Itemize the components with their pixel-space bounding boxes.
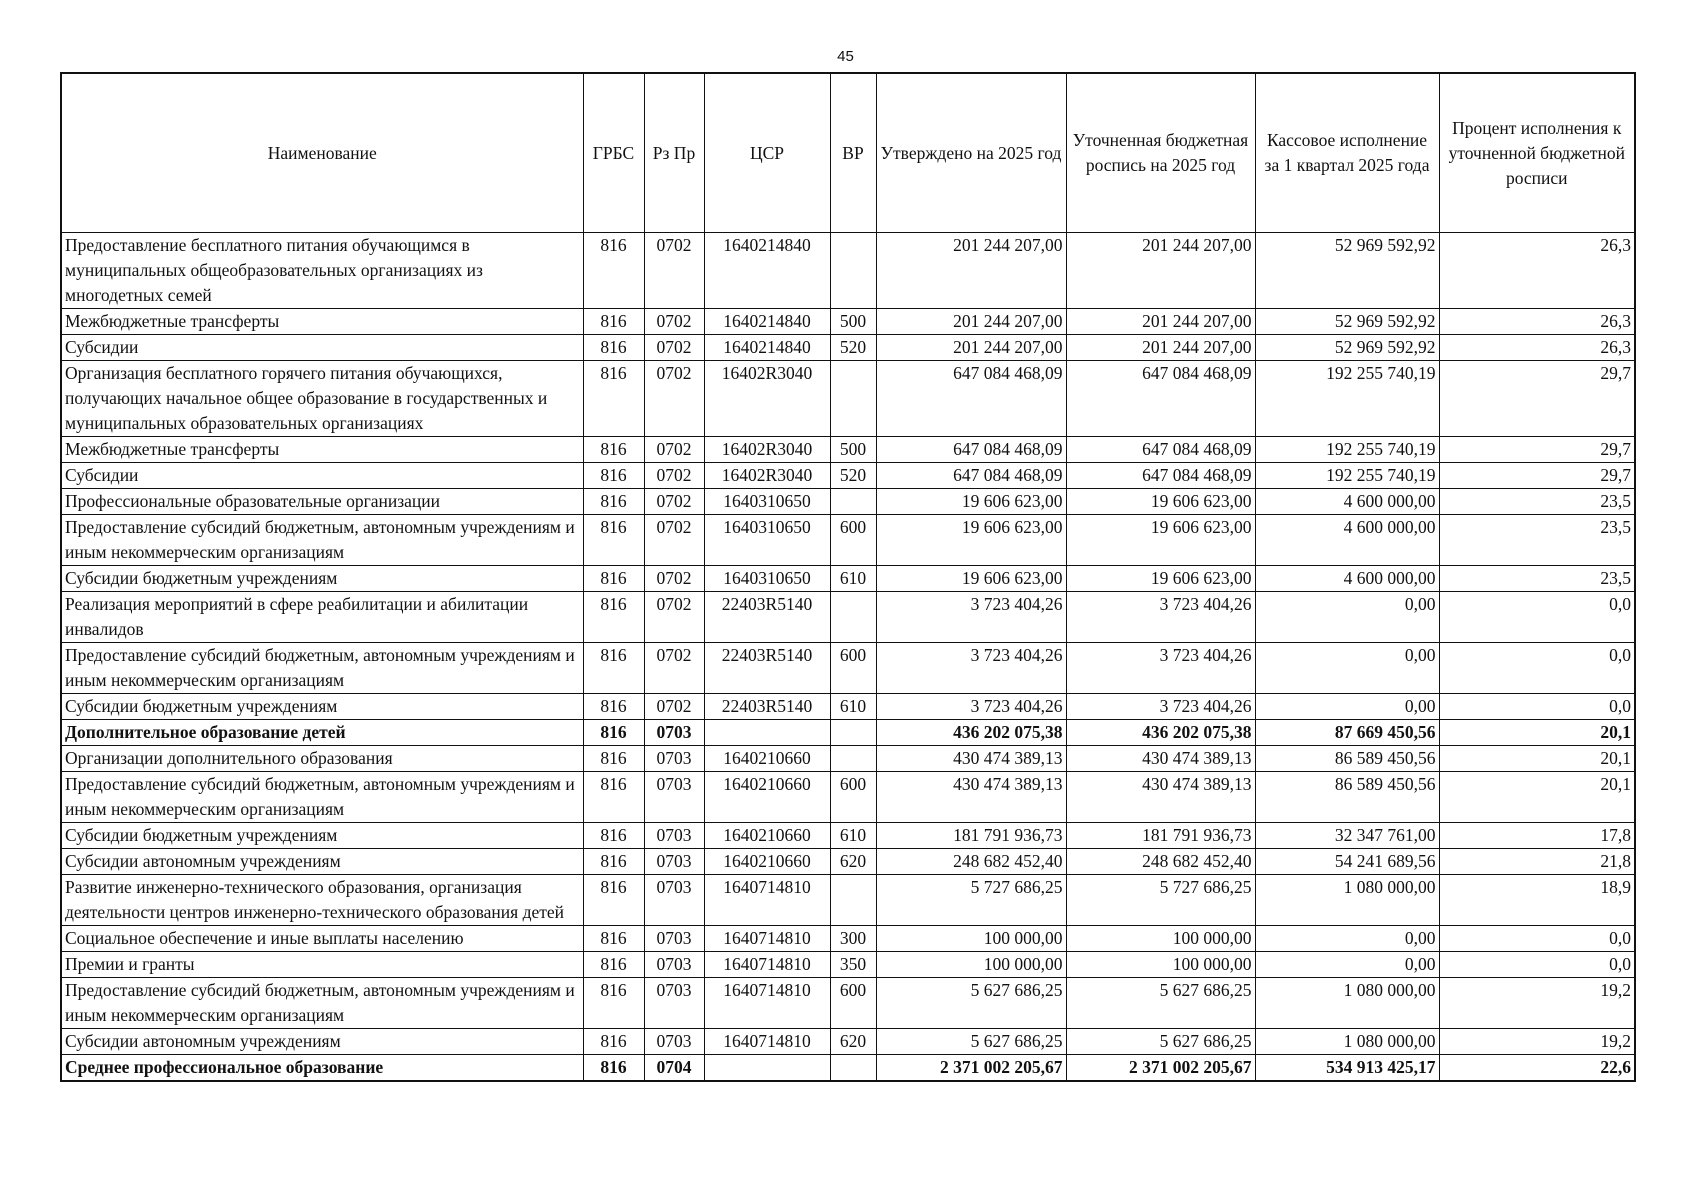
cell-percent: 23,5 — [1439, 489, 1635, 515]
cell-percent: 19,2 — [1439, 1029, 1635, 1055]
cell-vr — [830, 1055, 876, 1082]
cell-csr: 16402R3040 — [704, 361, 830, 437]
cell-rzpr: 0702 — [644, 489, 704, 515]
table-row — [61, 335, 1635, 361]
cell-rzpr: 0703 — [644, 823, 704, 849]
header-name: Наименование — [61, 73, 583, 233]
cell-name: Субсидии бюджетным учреждениям — [61, 823, 583, 849]
cell-percent: 20,1 — [1439, 746, 1635, 772]
cell-csr: 1640210660 — [704, 746, 830, 772]
cell-grbs: 816 — [583, 694, 644, 720]
cell-grbs: 816 — [583, 926, 644, 952]
cell-rzpr: 0703 — [644, 772, 704, 823]
cell-name: Межбюджетные трансферты — [61, 437, 583, 463]
cell-csr: 1640210660 — [704, 772, 830, 823]
cell-grbs: 816 — [583, 746, 644, 772]
header-row — [61, 73, 1635, 233]
header-executed: Кассовое исполнение за 1 квартал 2025 года — [1255, 73, 1439, 233]
cell-csr: 1640310650 — [704, 489, 830, 515]
cell-executed: 87 669 450,56 — [1255, 720, 1439, 746]
cell-rzpr: 0703 — [644, 875, 704, 926]
cell-grbs: 816 — [583, 592, 644, 643]
cell-csr: 1640310650 — [704, 515, 830, 566]
cell-approved: 2 371 002 205,67 — [876, 1055, 1066, 1082]
cell-name: Социальное обеспечение и иные выплаты населению — [61, 926, 583, 952]
cell-csr: 1640714810 — [704, 978, 830, 1029]
cell-vr: 610 — [830, 823, 876, 849]
cell-percent: 22,6 — [1439, 1055, 1635, 1082]
cell-csr: 22403R5140 — [704, 694, 830, 720]
cell-refined: 3 723 404,26 — [1066, 643, 1255, 694]
cell-name: Субсидии автономным учреждениям — [61, 1029, 583, 1055]
cell-percent: 18,9 — [1439, 875, 1635, 926]
cell-csr: 1640714810 — [704, 875, 830, 926]
cell-executed: 192 255 740,19 — [1255, 463, 1439, 489]
cell-executed: 0,00 — [1255, 643, 1439, 694]
table-row — [61, 746, 1635, 772]
cell-csr — [704, 720, 830, 746]
table-row — [61, 515, 1635, 566]
cell-executed: 32 347 761,00 — [1255, 823, 1439, 849]
cell-rzpr: 0703 — [644, 1029, 704, 1055]
cell-rzpr: 0702 — [644, 592, 704, 643]
cell-grbs: 816 — [583, 875, 644, 926]
cell-csr: 1640714810 — [704, 926, 830, 952]
cell-name: Предоставление субсидий бюджетным, автономным учреждениям и иным некоммерческим организациям — [61, 515, 583, 566]
cell-vr: 600 — [830, 643, 876, 694]
cell-executed: 192 255 740,19 — [1255, 437, 1439, 463]
table-row — [61, 643, 1635, 694]
cell-vr — [830, 233, 876, 309]
cell-refined: 3 723 404,26 — [1066, 592, 1255, 643]
cell-executed: 86 589 450,56 — [1255, 746, 1439, 772]
cell-percent: 0,0 — [1439, 952, 1635, 978]
cell-name: Субсидии — [61, 335, 583, 361]
cell-grbs: 816 — [583, 823, 644, 849]
cell-approved: 100 000,00 — [876, 926, 1066, 952]
cell-approved: 181 791 936,73 — [876, 823, 1066, 849]
cell-percent: 29,7 — [1439, 437, 1635, 463]
cell-vr: 500 — [830, 309, 876, 335]
cell-vr: 620 — [830, 849, 876, 875]
cell-vr — [830, 720, 876, 746]
cell-vr: 500 — [830, 437, 876, 463]
cell-rzpr: 0703 — [644, 746, 704, 772]
cell-grbs: 816 — [583, 643, 644, 694]
cell-approved: 647 084 468,09 — [876, 361, 1066, 437]
table-row — [61, 952, 1635, 978]
cell-refined: 647 084 468,09 — [1066, 463, 1255, 489]
cell-vr: 610 — [830, 694, 876, 720]
cell-refined: 430 474 389,13 — [1066, 746, 1255, 772]
cell-name: Организация бесплатного горячего питания обучающихся, получающих начальное общее образование в государственных и муниципальных образовательных организациях — [61, 361, 583, 437]
cell-grbs: 816 — [583, 463, 644, 489]
cell-name: Премии и гранты — [61, 952, 583, 978]
cell-percent: 21,8 — [1439, 849, 1635, 875]
cell-rzpr: 0702 — [644, 463, 704, 489]
header-rzpr: Рз Пр — [644, 73, 704, 233]
budget-table — [60, 72, 1636, 1082]
cell-executed: 0,00 — [1255, 694, 1439, 720]
cell-executed: 4 600 000,00 — [1255, 515, 1439, 566]
cell-percent: 0,0 — [1439, 926, 1635, 952]
header-vr: ВР — [830, 73, 876, 233]
cell-approved: 201 244 207,00 — [876, 335, 1066, 361]
cell-vr: 300 — [830, 926, 876, 952]
cell-csr: 1640214840 — [704, 309, 830, 335]
cell-csr: 1640714810 — [704, 952, 830, 978]
cell-rzpr: 0703 — [644, 849, 704, 875]
table-row — [61, 1055, 1635, 1082]
cell-refined: 2 371 002 205,67 — [1066, 1055, 1255, 1082]
cell-name: Предоставление субсидий бюджетным, автономным учреждениям и иным некоммерческим организациям — [61, 772, 583, 823]
cell-approved: 19 606 623,00 — [876, 515, 1066, 566]
cell-csr: 1640210660 — [704, 823, 830, 849]
cell-refined: 5 627 686,25 — [1066, 1029, 1255, 1055]
cell-vr — [830, 489, 876, 515]
cell-csr: 1640714810 — [704, 1029, 830, 1055]
cell-vr — [830, 361, 876, 437]
cell-refined: 100 000,00 — [1066, 926, 1255, 952]
cell-approved: 100 000,00 — [876, 952, 1066, 978]
cell-percent: 20,1 — [1439, 772, 1635, 823]
cell-approved: 647 084 468,09 — [876, 463, 1066, 489]
cell-refined: 100 000,00 — [1066, 952, 1255, 978]
cell-grbs: 816 — [583, 772, 644, 823]
cell-percent: 17,8 — [1439, 823, 1635, 849]
table-row — [61, 875, 1635, 926]
cell-percent: 0,0 — [1439, 694, 1635, 720]
cell-refined: 430 474 389,13 — [1066, 772, 1255, 823]
cell-vr: 620 — [830, 1029, 876, 1055]
table-row — [61, 849, 1635, 875]
cell-name: Предоставление субсидий бюджетным, автономным учреждениям и иным некоммерческим организациям — [61, 978, 583, 1029]
cell-name: Организации дополнительного образования — [61, 746, 583, 772]
cell-vr: 520 — [830, 335, 876, 361]
cell-name: Среднее профессиональное образование — [61, 1055, 583, 1082]
cell-refined: 19 606 623,00 — [1066, 515, 1255, 566]
cell-refined: 19 606 623,00 — [1066, 489, 1255, 515]
cell-rzpr: 0702 — [644, 309, 704, 335]
cell-approved: 436 202 075,38 — [876, 720, 1066, 746]
cell-executed: 4 600 000,00 — [1255, 489, 1439, 515]
cell-grbs: 816 — [583, 515, 644, 566]
table-row — [61, 823, 1635, 849]
table-row — [61, 978, 1635, 1029]
cell-approved: 430 474 389,13 — [876, 772, 1066, 823]
cell-rzpr: 0703 — [644, 952, 704, 978]
cell-vr: 520 — [830, 463, 876, 489]
table-row — [61, 926, 1635, 952]
cell-grbs: 816 — [583, 1029, 644, 1055]
cell-refined: 647 084 468,09 — [1066, 437, 1255, 463]
cell-approved: 19 606 623,00 — [876, 566, 1066, 592]
cell-grbs: 816 — [583, 437, 644, 463]
cell-rzpr: 0702 — [644, 335, 704, 361]
table-row — [61, 489, 1635, 515]
cell-percent: 19,2 — [1439, 978, 1635, 1029]
cell-name: Межбюджетные трансферты — [61, 309, 583, 335]
cell-csr: 22403R5140 — [704, 643, 830, 694]
cell-executed: 1 080 000,00 — [1255, 1029, 1439, 1055]
table-row — [61, 463, 1635, 489]
table-row — [61, 1029, 1635, 1055]
cell-vr: 350 — [830, 952, 876, 978]
cell-name: Субсидии автономным учреждениям — [61, 849, 583, 875]
cell-executed: 4 600 000,00 — [1255, 566, 1439, 592]
cell-refined: 201 244 207,00 — [1066, 309, 1255, 335]
table-row — [61, 233, 1635, 309]
cell-executed: 192 255 740,19 — [1255, 361, 1439, 437]
cell-percent: 26,3 — [1439, 309, 1635, 335]
cell-name: Профессиональные образовательные организации — [61, 489, 583, 515]
cell-rzpr: 0702 — [644, 566, 704, 592]
cell-rzpr: 0702 — [644, 694, 704, 720]
cell-csr: 16402R3040 — [704, 463, 830, 489]
cell-approved: 5 627 686,25 — [876, 1029, 1066, 1055]
cell-grbs: 816 — [583, 309, 644, 335]
cell-executed: 54 241 689,56 — [1255, 849, 1439, 875]
cell-percent: 26,3 — [1439, 335, 1635, 361]
cell-name: Предоставление бесплатного питания обучающимся в муниципальных общеобразовательных организациях из многодетных семей — [61, 233, 583, 309]
table-row — [61, 694, 1635, 720]
cell-approved: 647 084 468,09 — [876, 437, 1066, 463]
cell-csr — [704, 1055, 830, 1082]
cell-grbs: 816 — [583, 361, 644, 437]
cell-percent: 29,7 — [1439, 361, 1635, 437]
table-row — [61, 437, 1635, 463]
cell-executed: 1 080 000,00 — [1255, 875, 1439, 926]
page-number: 45 — [837, 48, 854, 65]
cell-grbs: 816 — [583, 566, 644, 592]
cell-percent: 0,0 — [1439, 592, 1635, 643]
table-row — [61, 592, 1635, 643]
cell-grbs: 816 — [583, 720, 644, 746]
table-row — [61, 720, 1635, 746]
cell-grbs: 816 — [583, 978, 644, 1029]
cell-refined: 647 084 468,09 — [1066, 361, 1255, 437]
cell-executed: 52 969 592,92 — [1255, 335, 1439, 361]
header-percent: Процент исполнения к уточненной бюджетной росписи — [1439, 73, 1635, 233]
cell-percent: 0,0 — [1439, 643, 1635, 694]
cell-vr — [830, 592, 876, 643]
cell-executed: 52 969 592,92 — [1255, 309, 1439, 335]
cell-rzpr: 0703 — [644, 926, 704, 952]
cell-vr: 600 — [830, 772, 876, 823]
cell-rzpr: 0703 — [644, 978, 704, 1029]
cell-percent: 20,1 — [1439, 720, 1635, 746]
cell-rzpr: 0703 — [644, 720, 704, 746]
cell-rzpr: 0702 — [644, 515, 704, 566]
cell-percent: 29,7 — [1439, 463, 1635, 489]
cell-grbs: 816 — [583, 1055, 644, 1082]
cell-refined: 248 682 452,40 — [1066, 849, 1255, 875]
cell-rzpr: 0702 — [644, 233, 704, 309]
cell-percent: 26,3 — [1439, 233, 1635, 309]
cell-refined: 201 244 207,00 — [1066, 335, 1255, 361]
cell-vr: 600 — [830, 978, 876, 1029]
cell-grbs: 816 — [583, 233, 644, 309]
cell-percent: 23,5 — [1439, 515, 1635, 566]
header-refined: Уточненная бюджетная роспись на 2025 год — [1066, 73, 1255, 233]
cell-refined: 5 627 686,25 — [1066, 978, 1255, 1029]
header-approved: Утверждено на 2025 год — [876, 73, 1066, 233]
cell-approved: 19 606 623,00 — [876, 489, 1066, 515]
cell-csr: 22403R5140 — [704, 592, 830, 643]
cell-refined: 436 202 075,38 — [1066, 720, 1255, 746]
cell-csr: 1640310650 — [704, 566, 830, 592]
cell-refined: 201 244 207,00 — [1066, 233, 1255, 309]
cell-refined: 181 791 936,73 — [1066, 823, 1255, 849]
cell-csr: 1640214840 — [704, 335, 830, 361]
cell-executed: 534 913 425,17 — [1255, 1055, 1439, 1082]
cell-name: Предоставление субсидий бюджетным, автономным учреждениям и иным некоммерческим организациям — [61, 643, 583, 694]
header-csr: ЦСР — [704, 73, 830, 233]
cell-rzpr: 0704 — [644, 1055, 704, 1082]
table-row — [61, 309, 1635, 335]
table-row — [61, 361, 1635, 437]
table-row — [61, 566, 1635, 592]
cell-executed: 86 589 450,56 — [1255, 772, 1439, 823]
cell-refined: 5 727 686,25 — [1066, 875, 1255, 926]
cell-name: Развитие инженерно-технического образования, организация деятельности центров инженерно-технического образования детей — [61, 875, 583, 926]
cell-executed: 1 080 000,00 — [1255, 978, 1439, 1029]
table-body — [61, 233, 1635, 1082]
cell-approved: 248 682 452,40 — [876, 849, 1066, 875]
cell-vr — [830, 746, 876, 772]
cell-rzpr: 0702 — [644, 437, 704, 463]
cell-csr: 1640214840 — [704, 233, 830, 309]
cell-approved: 5 727 686,25 — [876, 875, 1066, 926]
cell-vr — [830, 875, 876, 926]
cell-approved: 430 474 389,13 — [876, 746, 1066, 772]
cell-executed: 0,00 — [1255, 952, 1439, 978]
cell-refined: 19 606 623,00 — [1066, 566, 1255, 592]
table-row — [61, 772, 1635, 823]
cell-name: Субсидии — [61, 463, 583, 489]
cell-approved: 201 244 207,00 — [876, 233, 1066, 309]
cell-approved: 5 627 686,25 — [876, 978, 1066, 1029]
header-grbs: ГРБС — [583, 73, 644, 233]
cell-csr: 1640210660 — [704, 849, 830, 875]
cell-refined: 3 723 404,26 — [1066, 694, 1255, 720]
cell-name: Субсидии бюджетным учреждениям — [61, 566, 583, 592]
cell-approved: 3 723 404,26 — [876, 592, 1066, 643]
cell-name: Дополнительное образование детей — [61, 720, 583, 746]
cell-approved: 3 723 404,26 — [876, 694, 1066, 720]
cell-grbs: 816 — [583, 489, 644, 515]
cell-grbs: 816 — [583, 952, 644, 978]
cell-csr: 16402R3040 — [704, 437, 830, 463]
cell-grbs: 816 — [583, 335, 644, 361]
cell-name: Реализация мероприятий в сфере реабилитации и абилитации инвалидов — [61, 592, 583, 643]
cell-vr: 600 — [830, 515, 876, 566]
cell-grbs: 816 — [583, 849, 644, 875]
cell-executed: 0,00 — [1255, 592, 1439, 643]
cell-rzpr: 0702 — [644, 643, 704, 694]
cell-percent: 23,5 — [1439, 566, 1635, 592]
cell-approved: 201 244 207,00 — [876, 309, 1066, 335]
cell-name: Субсидии бюджетным учреждениям — [61, 694, 583, 720]
cell-vr: 610 — [830, 566, 876, 592]
cell-executed: 0,00 — [1255, 926, 1439, 952]
cell-rzpr: 0702 — [644, 361, 704, 437]
cell-approved: 3 723 404,26 — [876, 643, 1066, 694]
cell-executed: 52 969 592,92 — [1255, 233, 1439, 309]
